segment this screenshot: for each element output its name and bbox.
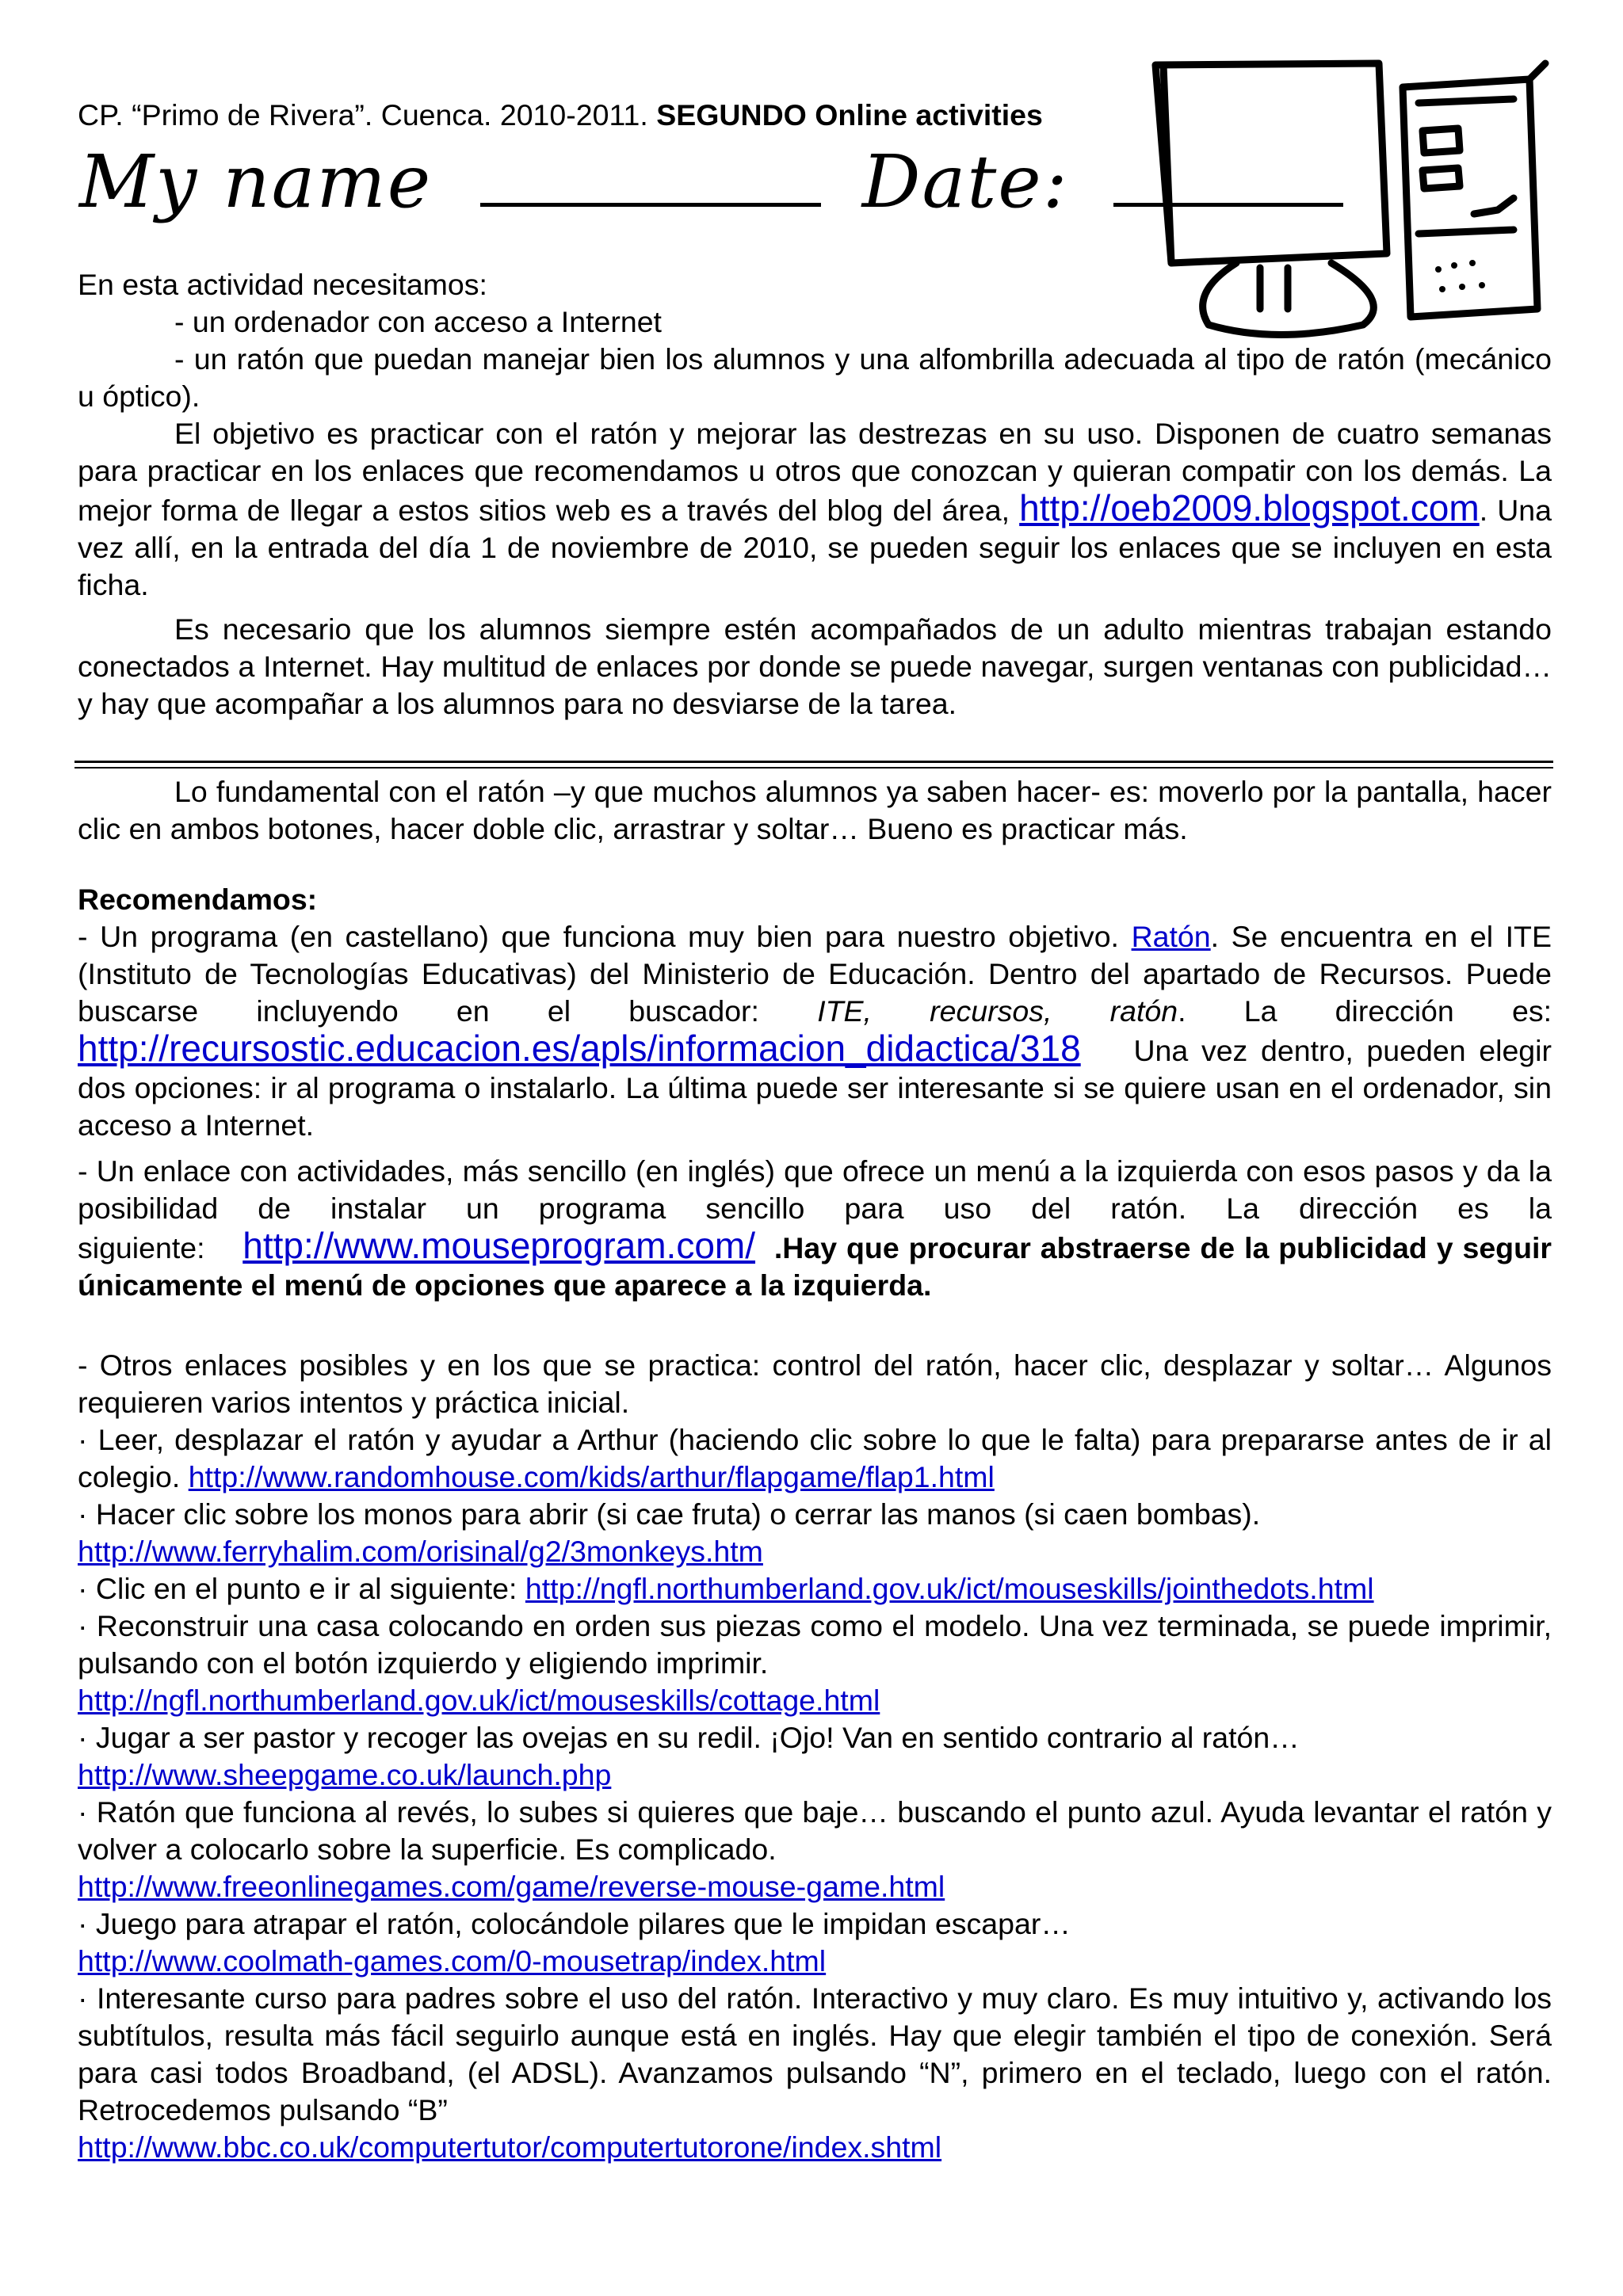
needs-line: En esta actividad necesitamos:	[78, 268, 487, 301]
list-item: · Leer, desplazar el ratón y ayudar a Arthur (haciendo clic sobre lo que le falta) para prepararse antes de ir al colegio. http://www.randomhouse.com/kids/arthur/flapgame/flap1.html	[78, 1423, 1552, 1493]
warning-paragraph: Es necesario que los alumnos siempre estén acompañados de un adulto mientras trabajan estando conectados a Internet. Hay multitud de enlaces por donde se puede navegar, surgen ventanas con publicidad… y hay que acompañar a los alumnos para no desviarse de la tarea.	[78, 612, 1552, 720]
need-item-1: - un ordenador con acceso a Internet	[174, 305, 662, 338]
computer-icon	[1141, 55, 1553, 349]
raton-link[interactable]: Ratón	[1131, 920, 1211, 953]
recommend-heading: Recomendamos:	[78, 883, 318, 916]
mousetrap-link[interactable]: http://www.coolmath-games.com/0-mousetrap/index.html	[78, 1944, 827, 1978]
school-line: CP. “Primo de Rivera”. Cuenca. 2010-2011.	[78, 98, 657, 132]
computertutor-link[interactable]: http://www.bbc.co.uk/computertutor/computertutorone/index.shtml	[78, 2130, 942, 2164]
cottage-link[interactable]: http://ngfl.northumberland.gov.uk/ict/mouseskills/cottage.html	[78, 1684, 880, 1717]
mouseprogram-link[interactable]: http://www.mouseprogram.com/	[242, 1225, 756, 1266]
recommend-program: - Un programa (en castellano) que funciona muy bien para nuestro objetivo. Ratón. Se encuentra en el ITE (Instituto de Tecnologías Educativas) del Ministerio de Educación. Dentro del apartado de Recursos. Puede buscarse incluyendo en el buscador: ITE, recursos, ratón. La dirección es: http://recursostic.educacion.es/apls/informacion_didactica/318 Una vez dentro, pueden elegir dos opciones: ir al programa o instalarlo. La última puede ser interesante si se quiere usan en el ordenador, sin acceso a Internet.	[78, 920, 1552, 1142]
my-name-label: My name	[79, 139, 433, 224]
fundamental-paragraph: Lo fundamental con el ratón –y que muchos alumnos ya saben hacer- es: moverlo por la pantalla, hacer clic en ambos botones, hacer doble clic, arrastrar y soltar… Bueno es practicar más.	[78, 775, 1552, 845]
list-item: · Clic en el punto e ir al siguiente: http://ngfl.northumberland.gov.uk/ict/mouseskills/jointhedots.html	[78, 1572, 1374, 1605]
list-item: · Ratón que funciona al revés, lo subes si quieres que baje… buscando el punto azul. Ayuda levantar el ratón y volver a colocarlo sobre la superficie. Es complicado. http://www.freeonlinegames.com/game/reverse-mouse-game.html	[78, 1795, 1552, 1903]
blog-link[interactable]: http://oeb2009.blogspot.com	[1019, 487, 1480, 528]
need-item-2: - un ratón que puedan manejar bien los alumnos y una alfombrilla adecuada al tipo de ratón (mecánico u óptico).	[78, 342, 1552, 413]
name-blank	[480, 147, 821, 207]
monkeys-link[interactable]: http://www.ferryhalim.com/orisinal/g2/3monkeys.htm	[78, 1535, 763, 1568]
list-item: · Juego para atrapar el ratón, colocándole pilares que le impidan escapar… http://www.coolmath-games.com/0-mousetrap/index.html	[78, 1907, 1071, 1978]
divider-top	[74, 761, 1553, 763]
school-header	[78, 97, 1043, 134]
divider-bottom	[74, 767, 1553, 769]
recursostic-link[interactable]: http://recursostic.educacion.es/apls/informacion_didactica/318	[78, 1028, 1081, 1069]
recommend-mouseprogram: - Un enlace con actividades, más sencillo (en inglés) que ofrece un menú a la izquierda con esos pasos y da la posibilidad de instalar un programa sencillo para uso del ratón. La dirección es la siguiente: http://www.mouseprogram.com/ .Hay que procurar abstraerse de la publicidad y seguir únicamente el menú de opciones que aparece a la izquierda.	[78, 1154, 1552, 1302]
list-item: · Jugar a ser pastor y recoger las ovejas en su redil. ¡Ojo! Van en sentido contrario al ratón… http://www.sheepgame.co.uk/launch.php	[78, 1721, 1300, 1791]
school-line-bold: SEGUNDO Online activities	[656, 98, 1043, 132]
reverse-mouse-link[interactable]: http://www.freeonlinegames.com/game/reverse-mouse-game.html	[78, 1870, 945, 1903]
objective-paragraph: El objetivo es practicar con el ratón y mejorar las destrezas en su uso. Disponen de cuatro semanas para practicar en los enlaces que recomendamos u otros que conozcan y quieran compatir con los demás. La mejor forma de llegar a estos sitios web es a través del blog del área, http://oeb2009.blogspot.com. Una vez allí, en la entrada del día 1 de noviembre de 2010, se pueden seguir los enlaces que se incluyen en esta ficha.	[78, 417, 1552, 601]
jointhedots-link[interactable]: http://ngfl.northumberland.gov.uk/ict/mouseskills/jointhedots.html	[525, 1572, 1374, 1605]
arthur-link[interactable]: http://www.randomhouse.com/kids/arthur/flapgame/flap1.html	[188, 1460, 995, 1493]
date-label: Date:	[861, 139, 1069, 224]
list-item: · Hacer clic sobre los monos para abrir (si cae fruta) o cerrar las manos (si caen bombas). http://www.ferryhalim.com/orisinal/g2/3monkeys.htm	[78, 1497, 1261, 1568]
list-item: · Interesante curso para padres sobre el uso del ratón. Interactivo y muy claro. Es muy intuitivo y, activando los subtítulos, resulta más fácil seguirlo aunque está en inglés. Hay que elegir también el tipo de conexión. Será para casi todos Broadband, (el ADSL). Avanzamos pulsando “N”, primero en el teclado, luego con el ratón. Retrocedemos pulsando “B” http://www.bbc.co.uk/computertutor/computertutorone/index.shtml	[78, 1981, 1552, 2164]
others-intro: - Otros enlaces posibles y en los que se practica: control del ratón, hacer clic, desplazar y soltar… Algunos requieren varios intentos y práctica inicial.	[78, 1348, 1552, 1419]
list-item: · Reconstruir una casa colocando en orden sus piezas como el modelo. Una vez terminada, se puede imprimir, pulsando con el botón izquierdo y eligiendo imprimir. http://ngfl.northumberland.gov.uk/ict/mouseskills/cottage.html	[78, 1609, 1552, 1717]
sheepgame-link[interactable]: http://www.sheepgame.co.uk/launch.php	[78, 1758, 612, 1791]
